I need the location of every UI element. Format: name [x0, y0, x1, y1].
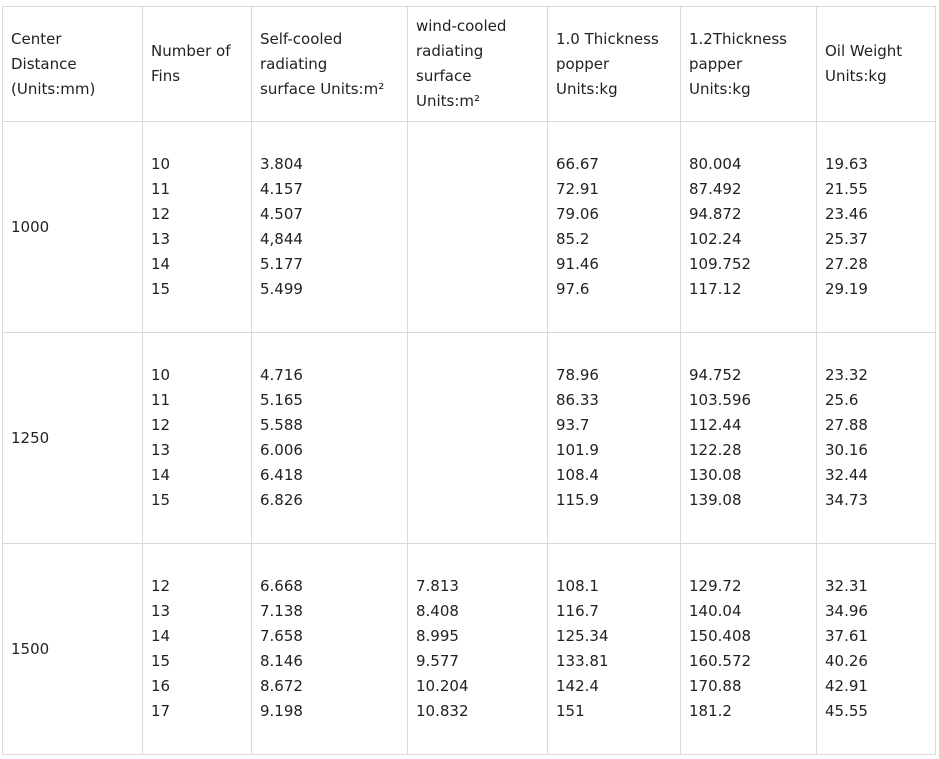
self-cooled-cell: [252, 122, 408, 333]
cell-value: 130.08: [689, 466, 742, 484]
header-text-line: Units:kg: [825, 67, 887, 85]
cell-value: 25.37: [825, 230, 868, 248]
cell-value: 112.44: [689, 416, 742, 434]
header-text-line: Units:m²: [416, 92, 481, 110]
radiator-spec-table: [2, 6, 936, 755]
cell-value: 15: [151, 652, 171, 670]
center-distance-cell: [3, 122, 143, 333]
cell-value: 4.716: [260, 366, 303, 384]
oil-weight-cell: [817, 333, 936, 544]
cell-value: 10: [151, 155, 171, 173]
header-text-line: Number of: [151, 42, 231, 60]
cell-value: 93.7: [556, 416, 590, 434]
cell-value: 7.658: [260, 627, 303, 645]
cell-value: 14: [151, 627, 171, 645]
cell-value: 103.596: [689, 391, 752, 409]
cell-value: 150.408: [689, 627, 752, 645]
cell-value: 12: [151, 416, 171, 434]
cell-value: 15: [151, 280, 171, 298]
cell-value: 25.6: [825, 391, 859, 409]
cell-value: 12: [151, 205, 171, 223]
cell-value: 6.826: [260, 491, 303, 509]
cell-value: 140.04: [689, 602, 742, 620]
header-text-line: popper: [556, 54, 610, 73]
oil-weight-cell: [817, 122, 936, 333]
cell-value: 7.138: [260, 602, 303, 620]
wind-cooled-cell: [408, 122, 548, 333]
cell-value: 181.2: [689, 702, 732, 720]
cell-value: 6.006: [260, 441, 303, 459]
cell-value: 3.804: [260, 155, 303, 173]
cell-value: 27.28: [825, 255, 868, 273]
cell-value: 34.96: [825, 602, 868, 620]
cell-value: 8.146: [260, 652, 303, 670]
cell-value: 23.32: [825, 366, 868, 384]
cell-value: 5.165: [260, 391, 303, 409]
cell-value: 8.672: [260, 677, 303, 695]
cell-value: 85.2: [556, 230, 590, 248]
cell-value: 15: [151, 491, 171, 509]
cell-value: 42.91: [825, 677, 868, 695]
cell-value: 101.9: [556, 441, 599, 459]
cell-value: 29.19: [825, 280, 868, 298]
cell-value: 13: [151, 602, 171, 620]
fins-cell: [143, 122, 252, 333]
cell-value: 66.67: [556, 155, 599, 173]
header-text-line: Self-cooled: [260, 29, 343, 48]
table-row: [3, 122, 936, 333]
cell-value: 32.31: [825, 577, 868, 595]
cell-value: 30.16: [825, 441, 868, 459]
header-thickness-1-0: [548, 7, 681, 122]
cell-value: 9.198: [260, 702, 303, 720]
thickness-1-0-cell: [548, 122, 681, 333]
cell-value: 94.752: [689, 366, 742, 384]
center-distance-cell: [3, 544, 143, 755]
table-row: [3, 333, 936, 544]
cell-value: 108.4: [556, 466, 599, 484]
cell-value: 102.24: [689, 230, 742, 248]
cell-value: 32.44: [825, 466, 868, 484]
self-cooled-cell: [252, 333, 408, 544]
cell-value: 13: [151, 230, 171, 248]
cell-value: 86.33: [556, 391, 599, 409]
cell-value: 5.588: [260, 416, 303, 434]
cell-value: 108.1: [556, 577, 599, 595]
header-text-line: surface: [416, 67, 472, 85]
header-row: [3, 7, 936, 122]
cell-value: 6.668: [260, 577, 303, 595]
cell-value: 11: [151, 180, 171, 198]
cell-value: 14: [151, 255, 171, 273]
cell-value: 160.572: [689, 652, 752, 670]
cell-value: 37.61: [825, 627, 868, 645]
table-body: [3, 122, 936, 755]
cell-value: 97.6: [556, 280, 590, 298]
cell-value: 13: [151, 441, 171, 459]
cell-value: 116.7: [556, 602, 599, 620]
header-text-line: Oil Weight: [825, 42, 903, 60]
header-number-of-fins: [143, 7, 252, 122]
cell-value: 8.995: [416, 627, 459, 645]
header-text-line: wind-cooled: [416, 17, 507, 35]
header-oil-weight: [817, 7, 936, 122]
cell-value: 40.26: [825, 652, 868, 670]
cell-value: 170.88: [689, 677, 742, 695]
cell-value: 122.28: [689, 441, 742, 459]
header-center-distance: [3, 7, 143, 122]
wind-cooled-cell: [408, 544, 548, 755]
cell-value: 10: [151, 366, 171, 384]
wind-cooled-cell: [408, 333, 548, 544]
header-text-line: papper: [689, 54, 743, 73]
cell-value: 4,844: [260, 230, 303, 248]
cell-value: 45.55: [825, 702, 868, 720]
oil-weight-cell: [817, 544, 936, 755]
cell-value: 79.06: [556, 205, 599, 223]
header-text-line: radiating: [416, 42, 484, 60]
header-text-line: radiating: [260, 54, 328, 73]
fins-cell: [143, 544, 252, 755]
cell-value: 21.55: [825, 180, 868, 198]
cell-value: 11: [151, 391, 171, 409]
cell-value: 115.9: [556, 491, 599, 509]
header-text-line: Fins: [151, 67, 181, 85]
header-text-line: 1.2Thickness: [689, 29, 787, 48]
cell-value: 17: [151, 702, 171, 720]
header-text-line: (Units:mm): [11, 79, 96, 98]
thickness-1-2-cell: [681, 333, 817, 544]
thickness-1-2-cell: [681, 544, 817, 755]
cell-value: 78.96: [556, 366, 599, 384]
header-self-cooled-surface: [252, 7, 408, 122]
cell-value: 8.408: [416, 602, 459, 620]
cell-value: 87.492: [689, 180, 742, 198]
table-header: [3, 7, 936, 122]
cell-value: 7.813: [416, 577, 459, 595]
header-text-line: Center: [11, 29, 62, 48]
fins-cell: [143, 333, 252, 544]
cell-value: 5.499: [260, 280, 303, 298]
header-text-line: 1.0 Thickness: [556, 29, 659, 48]
cell-value: 23.46: [825, 205, 868, 223]
table-row: [3, 544, 936, 755]
cell-value: 19.63: [825, 155, 868, 173]
cell-value: 151: [556, 702, 585, 720]
cell-value: 12: [151, 577, 171, 595]
header-text-line: Units:kg: [689, 79, 751, 98]
cell-value: 4.157: [260, 180, 303, 198]
cell-value: 117.12: [689, 280, 742, 298]
cell-value: 91.46: [556, 255, 599, 273]
cell-value: 109.752: [689, 255, 752, 273]
header-text-line: surface Units:m²: [260, 79, 385, 98]
cell-value: 139.08: [689, 491, 742, 509]
cell-value: 94.872: [689, 205, 742, 223]
cell-value: 16: [151, 677, 171, 695]
cell-value: 129.72: [689, 577, 742, 595]
cell-value: 4.507: [260, 205, 303, 223]
header-text-line: Units:kg: [556, 79, 618, 98]
self-cooled-cell: [252, 544, 408, 755]
cell-value: 27.88: [825, 416, 868, 434]
header-wind-cooled-surface: [408, 7, 548, 122]
thickness-1-0-cell: [548, 544, 681, 755]
center-distance-cell: [3, 333, 143, 544]
cell-value: 10.832: [416, 702, 469, 720]
header-thickness-1-2: [681, 7, 817, 122]
cell-value: 72.91: [556, 180, 599, 198]
cell-value: 80.004: [689, 155, 742, 173]
cell-value: 125.34: [556, 627, 609, 645]
cell-value: 1250: [11, 428, 50, 447]
cell-value: 1000: [11, 217, 50, 236]
cell-value: 5.177: [260, 255, 303, 273]
cell-value: 6.418: [260, 466, 303, 484]
cell-value: 9.577: [416, 652, 459, 670]
header-text-line: Distance: [11, 54, 77, 73]
cell-value: 14: [151, 466, 171, 484]
cell-value: 133.81: [556, 652, 609, 670]
cell-value: 10.204: [416, 677, 469, 695]
thickness-1-0-cell: [548, 333, 681, 544]
cell-value: 1500: [11, 639, 50, 658]
cell-value: 142.4: [556, 677, 599, 695]
thickness-1-2-cell: [681, 122, 817, 333]
cell-value: 34.73: [825, 491, 868, 509]
